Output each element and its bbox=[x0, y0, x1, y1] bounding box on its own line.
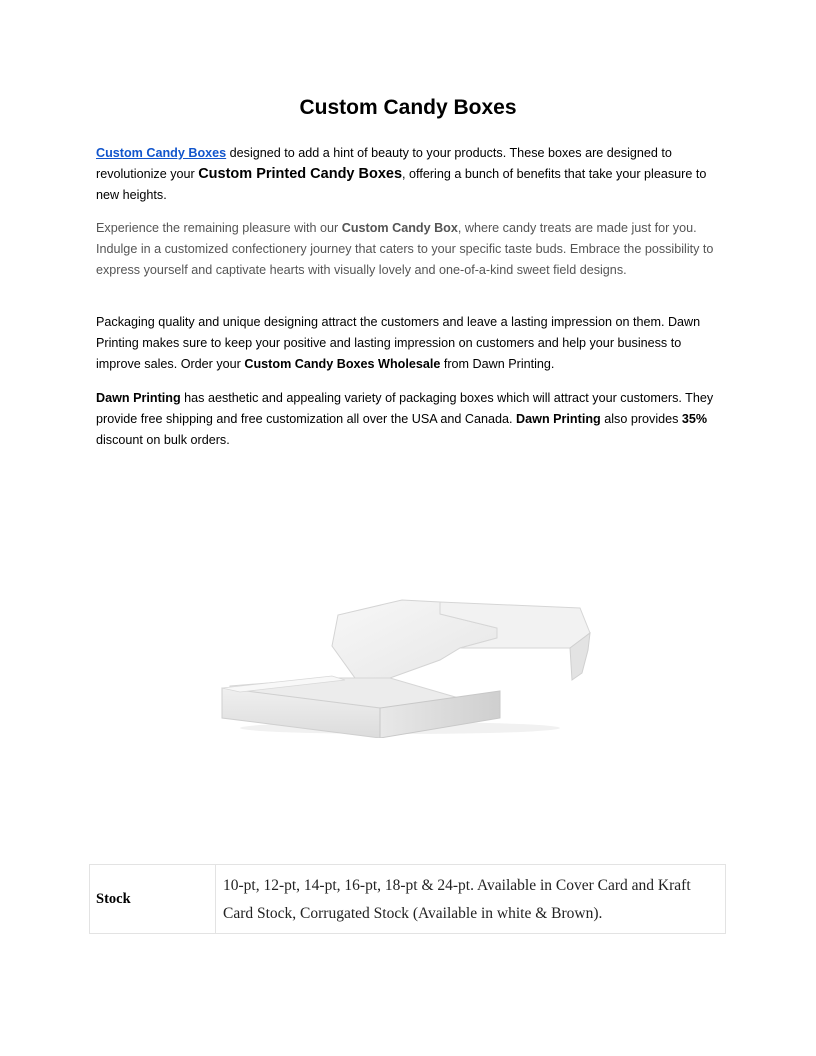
packaging-text-b: from Dawn Printing. bbox=[440, 357, 555, 371]
page-title: Custom Candy Boxes bbox=[299, 96, 517, 119]
experience-bold: Custom Candy Box bbox=[341, 221, 458, 235]
spec-value-stock: 10-pt, 12-pt, 14-pt, 16-pt, 18-pt & 24-pt. Available in Cover Card and Kraft Card Stock, Corrugated Stock (Available in white & Brown). bbox=[216, 865, 726, 934]
packaging-bold: Custom Candy Boxes Wholesale bbox=[244, 357, 441, 371]
dawn-text-b: also provides bbox=[600, 412, 682, 426]
white-candy-box-image bbox=[210, 588, 610, 738]
dawn-printing-bold-2: Dawn Printing bbox=[516, 412, 601, 426]
dawn-text-a: has aesthetic and appealing variety of packaging boxes which will attract your customers. They provide free shipping and free customization all over the USA and Canada. bbox=[96, 391, 714, 426]
packaging-paragraph bbox=[96, 312, 724, 375]
packaging-text-a: Packaging quality and unique designing attract the customers and leave a lasting impression on them. Dawn Printing makes sure to keep your positive and lasting impression on customers and help your business to improve sales. Order your bbox=[96, 315, 701, 371]
dawn-printing-paragraph bbox=[96, 388, 724, 451]
intro-text-a: designed to add a hint of beauty to your products. These boxes are designed to revolutionize your bbox=[96, 146, 672, 181]
experience-text-a: Experience the remaining pleasure with our bbox=[96, 221, 342, 235]
custom-candy-boxes-link[interactable]: Custom Candy Boxes bbox=[96, 146, 227, 160]
specs-table bbox=[89, 864, 726, 934]
intro-paragraph bbox=[96, 143, 724, 206]
dawn-text-c: discount on bulk orders. bbox=[96, 433, 230, 447]
experience-paragraph bbox=[96, 218, 724, 281]
experience-text-b: , where candy treats are made just for you. Indulge in a customized confectionery journey that caters to your specific taste buds. Embrace the possibility to express yourself and captivate hearts with visually lovely and one-of-a-kind sweet field designs. bbox=[96, 221, 714, 277]
table-row bbox=[90, 865, 726, 934]
spec-label-stock: Stock bbox=[90, 865, 216, 934]
discount-percent: 35% bbox=[681, 412, 708, 426]
intro-text-b: , offering a bunch of benefits that take your pleasure to new heights. bbox=[96, 167, 707, 202]
dawn-printing-bold-1: Dawn Printing bbox=[96, 391, 181, 405]
intro-emphasis: Custom Printed Candy Boxes bbox=[198, 166, 403, 182]
